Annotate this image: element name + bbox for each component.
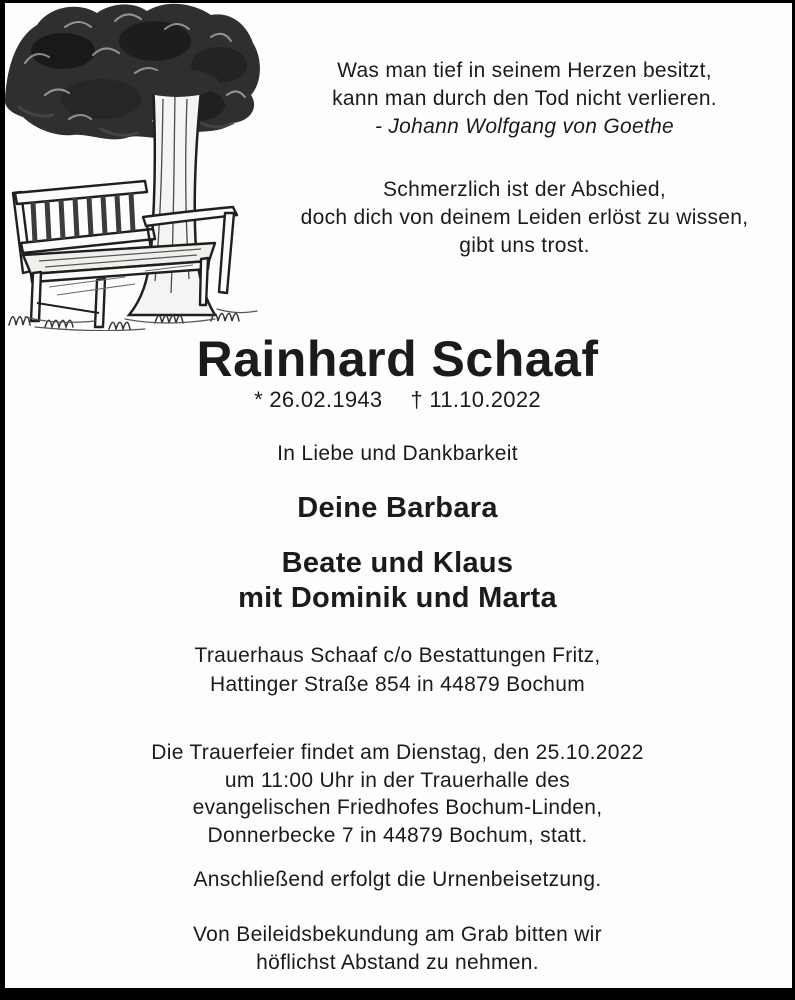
condolence-line: Von Beileidsbekundung am Grab bitten wir bbox=[193, 923, 602, 946]
service-line: um 11:00 Uhr in der Trauerhalle des bbox=[224, 768, 571, 792]
tree-canopy-icon bbox=[5, 4, 260, 140]
mourners-line: Beate und Klaus bbox=[281, 547, 514, 579]
quote-attribution: - Johann Wolfgang von Goethe bbox=[374, 115, 675, 138]
mourners-line: mit Dominik und Marta bbox=[238, 582, 557, 614]
intro-line: gibt uns trost. bbox=[459, 234, 590, 257]
life-dates bbox=[0, 387, 795, 413]
quote-line: Was man tief in seinem Herzen besitzt, bbox=[337, 59, 712, 82]
mourner-wife: Deine Barbara bbox=[297, 492, 498, 524]
service-line: evangelischen Friedhofes Bochum-Linden, bbox=[192, 796, 603, 819]
quote-line: kann man durch den Tod nicht verlieren. bbox=[332, 87, 717, 110]
mourners-intro: In Liebe und Dankbarkeit bbox=[277, 442, 518, 465]
address-line: Trauerhaus Schaaf c/o Bestattungen Fritz, bbox=[194, 644, 601, 667]
birth-date: * 26.02.1943 bbox=[254, 387, 383, 412]
bench-under-tree-illustration bbox=[5, 3, 263, 331]
park-bench-icon bbox=[13, 181, 237, 327]
intro-line: Schmerzlich ist der Abschied, bbox=[383, 178, 666, 201]
intro-verse bbox=[262, 176, 787, 260]
condolence-line: höflichst Abstand zu nehmen. bbox=[256, 951, 539, 974]
service-details bbox=[0, 739, 795, 849]
condolence-note bbox=[0, 921, 795, 977]
deceased-name: Rainhard Schaaf bbox=[196, 331, 599, 387]
funeral-home-address bbox=[0, 641, 795, 699]
intro-line: doch dich von deinem Leiden erlöst zu wissen, bbox=[300, 206, 749, 229]
service-line: Donnerbecke 7 in 44879 Bochum, statt. bbox=[207, 823, 588, 847]
address-line: Hattinger Straße 854 in 44879 Bochum bbox=[209, 673, 586, 696]
urn-burial-note: Anschließend erfolgt die Urnenbeisetzung. bbox=[193, 868, 602, 891]
goethe-quote bbox=[262, 57, 787, 141]
death-date: † 11.10.2022 bbox=[410, 387, 541, 412]
service-line: Die Trauerfeier findet am Dienstag, den 25.10.2022 bbox=[151, 741, 644, 764]
mourners-family bbox=[0, 546, 795, 616]
